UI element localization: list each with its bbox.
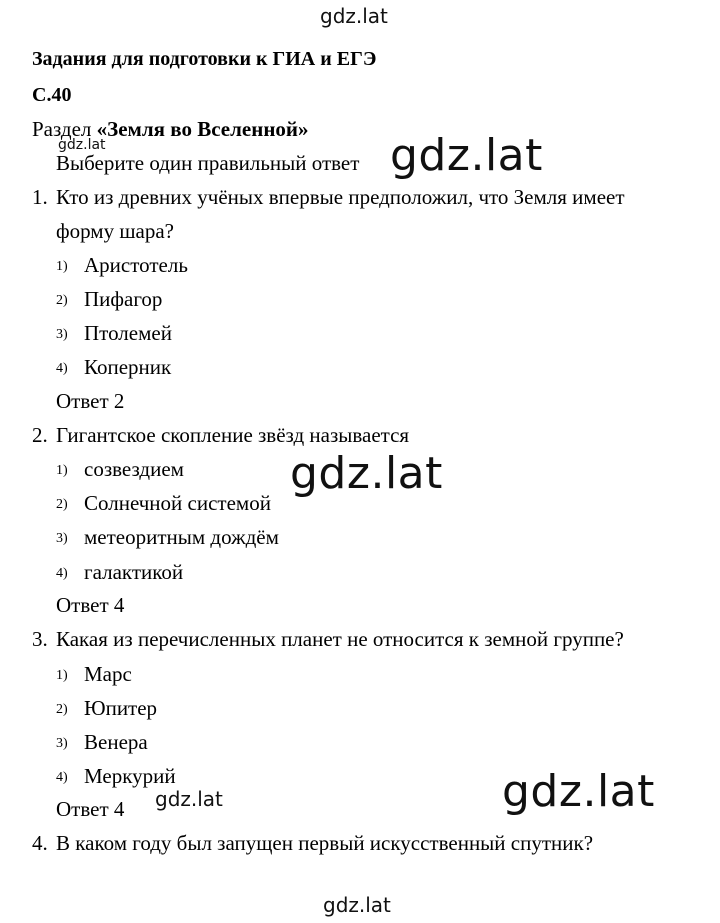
- instruction: Выберите один правильный ответ: [56, 151, 360, 175]
- question-2-answer: Ответ 4: [56, 593, 125, 617]
- section-name: «Земля во Вселенной»: [96, 117, 309, 141]
- q1-option-3-number: 3): [56, 327, 68, 342]
- q3-option-2-number: 2): [56, 702, 68, 717]
- watermark-big-3: gdz.lat: [502, 766, 655, 817]
- q2-option-3-number: 3): [56, 531, 68, 546]
- q2-option-1: созвездием: [84, 457, 184, 481]
- q2-option-3: метеоритным дождём: [84, 525, 279, 549]
- watermark-bottom: gdz.lat: [323, 893, 391, 917]
- q1-option-1: Аристотель: [84, 253, 188, 277]
- question-1-text-cont: форму шара?: [56, 219, 174, 243]
- question-3-text: Какая из перечисленных планет не относится к земной группе?: [56, 627, 624, 651]
- question-3-answer: Ответ 4: [56, 797, 125, 821]
- q3-option-1-number: 1): [56, 668, 68, 683]
- q2-option-1-number: 1): [56, 463, 68, 478]
- q3-option-4: Меркурий: [84, 764, 176, 788]
- page-title: Задания для подготовки к ГИА и ЕГЭ: [32, 48, 377, 70]
- q3-option-1: Марс: [84, 662, 132, 686]
- q2-option-4-number: 4): [56, 566, 68, 581]
- question-1-text: Кто из древних учёных впервые предположил, что Земля имеет: [56, 185, 625, 209]
- question-2-text: Гигантское скопление звёзд называется: [56, 423, 410, 447]
- q2-option-2: Солнечной системой: [84, 491, 271, 515]
- question-1-number: 1.: [32, 185, 48, 209]
- q3-option-3-number: 3): [56, 736, 68, 751]
- q1-option-2: Пифагор: [84, 287, 163, 311]
- question-4-number: 4.: [32, 831, 48, 855]
- q2-option-2-number: 2): [56, 497, 68, 512]
- watermark-top: gdz.lat: [320, 4, 388, 28]
- q1-option-3: Птолемей: [84, 321, 172, 345]
- q1-option-1-number: 1): [56, 259, 68, 274]
- question-4-text: В каком году был запущен первый искусственный спутник?: [56, 831, 594, 855]
- q3-option-2: Юпитер: [84, 696, 158, 720]
- watermark-small-left: gdz.lat: [58, 137, 106, 153]
- watermark-big-1: gdz.lat: [390, 130, 543, 181]
- question-3-number: 3.: [32, 627, 48, 651]
- q3-option-3: Венера: [84, 730, 148, 754]
- q1-option-2-number: 2): [56, 293, 68, 308]
- q3-option-4-number: 4): [56, 770, 68, 785]
- question-2-number: 2.: [32, 423, 48, 447]
- q2-option-4: галактикой: [84, 560, 184, 584]
- question-1-answer: Ответ 2: [56, 389, 125, 413]
- watermark-big-2: gdz.lat: [290, 448, 443, 499]
- watermark-mid-small: gdz.lat: [155, 787, 223, 811]
- q1-option-4-number: 4): [56, 361, 68, 376]
- q1-option-4: Коперник: [84, 355, 172, 379]
- page-number: С.40: [32, 84, 72, 106]
- section-prefix: Раздел: [32, 117, 92, 141]
